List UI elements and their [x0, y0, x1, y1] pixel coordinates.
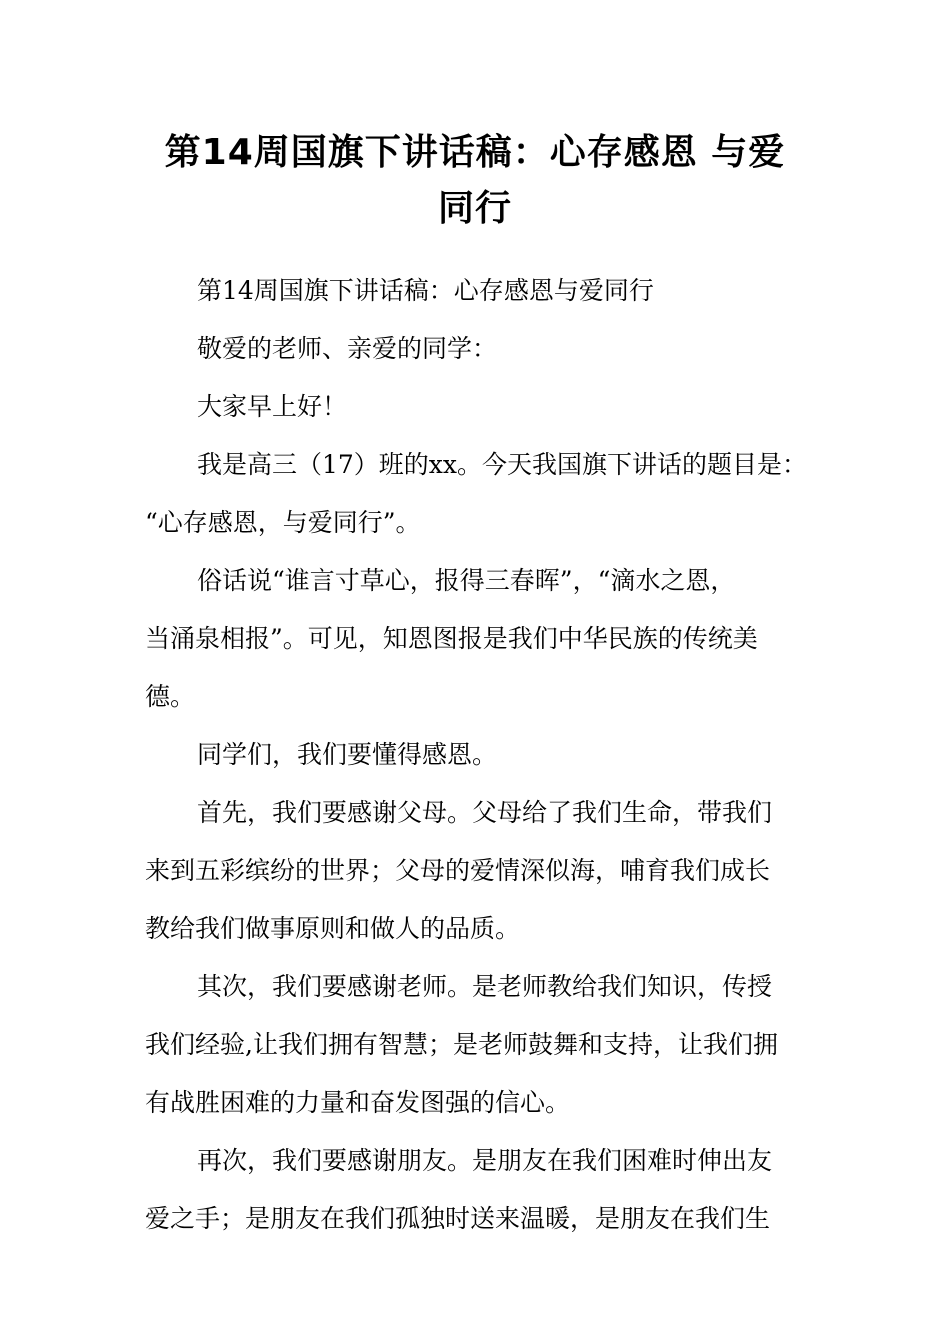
- text-line: 爱之手；是朋友在我们孤独时送来温暖，是朋友在我们生: [145, 1204, 771, 1233]
- paragraph: [145, 726, 810, 784]
- text-line: 我是高三（17）班的xx。今天我国旗下讲话的题目是：: [197, 450, 808, 479]
- text-line: 德。: [145, 682, 196, 711]
- paragraph: [145, 552, 810, 726]
- text-line: 第14周国旗下讲话稿：心存感恩与爱同行: [197, 276, 654, 305]
- paragraph: [145, 320, 810, 378]
- text-line: 其次，我们要感谢老师。是老师教给我们知识，传授: [197, 972, 773, 1001]
- title-line: 第14周国旗下讲话稿：心存感恩 与爱: [164, 132, 786, 173]
- paragraph: [145, 262, 810, 320]
- document-body: [145, 262, 810, 1248]
- text-line: 来到五彩缤纷的世界；父母的爱情深似海，哺育我们成长: [145, 856, 771, 885]
- paragraph: [145, 436, 810, 552]
- title-line: 同行: [437, 188, 512, 229]
- text-line: 教给我们做事原则和做人的品质。: [145, 914, 521, 943]
- text-line: “心存感恩，与爱同行”。: [145, 508, 421, 537]
- text-line: 俗话说“谁言寸草心，报得三春晖”，“滴水之恩，: [197, 566, 736, 595]
- paragraph: [145, 784, 810, 958]
- text-line: 大家早上好！: [197, 392, 348, 421]
- text-line: 当涌泉相报”。可见，知恩图报是我们中华民族的传统美: [145, 624, 758, 653]
- document-title: [140, 125, 810, 237]
- text-line: 我们经验,让我们拥有智慧；是老师鼓舞和支持，让我们拥: [145, 1030, 778, 1059]
- paragraph: [145, 958, 810, 1132]
- text-line: 首先，我们要感谢父母。父母给了我们生命，带我们: [197, 798, 773, 827]
- paragraph: [145, 378, 810, 436]
- paragraph: [145, 1132, 810, 1248]
- text-line: 再次，我们要感谢朋友。是朋友在我们困难时伸出友: [197, 1146, 773, 1175]
- text-line: 敬爱的老师、亲爱的同学：: [197, 334, 498, 363]
- text-line: 同学们，我们要懂得感恩。: [197, 740, 498, 769]
- text-line: 有战胜困难的力量和奋发图强的信心。: [145, 1088, 571, 1117]
